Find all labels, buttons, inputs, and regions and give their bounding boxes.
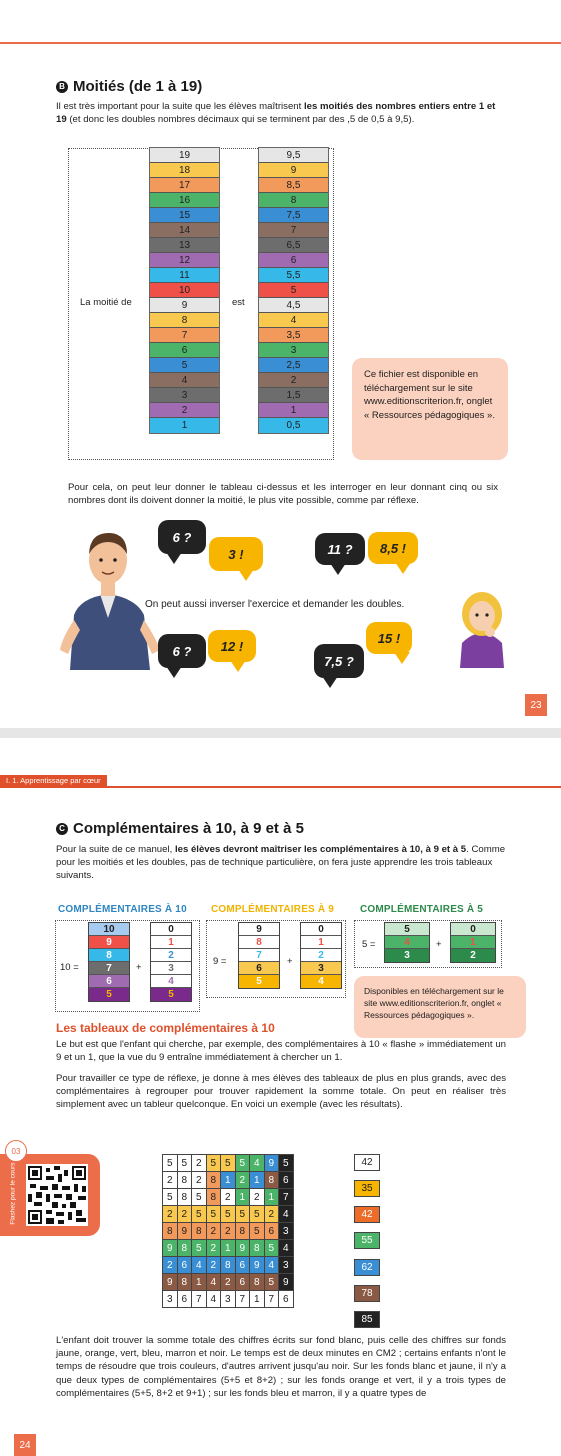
half-cell: 0,5 [259,418,328,433]
grid-row [163,1155,294,1172]
grid-row [163,1274,294,1291]
section-bullet: B [56,81,68,93]
grid-cell: 3 [279,1257,294,1274]
grid-row [163,1291,294,1308]
grid-cell: 8 [235,1223,250,1240]
number-cell: 18 [150,163,219,178]
grid-cell: 5 [264,1274,279,1291]
number-cell: 9 [150,298,219,313]
complement-cell: 5 [89,988,129,1001]
result-cell: 42 [354,1206,380,1223]
grid-cell: 2 [221,1189,236,1206]
grid-cell: 5 [192,1189,207,1206]
compl5-right-column [450,922,496,963]
number-cell: 2 [150,403,219,418]
grid-cell: 4 [279,1206,294,1223]
page-separator [0,728,561,738]
grid-cell: 8 [177,1172,192,1189]
complement-cell: 5 [151,988,191,1001]
bubble-tail [166,666,182,678]
grid-cell: 7 [192,1291,207,1308]
download-note: Ce fichier est disponible en téléchargement sur le site www.editionscriterion.fr, onglet « Ressources pédagogiques ». [352,358,508,460]
intro-paragraph: Pour la suite de ce manuel, les élèves devront maîtriser les complémentaires à 10, à 9 et à 5. Comme pour les moitiés et les doubles, pas de technique particulière, on fera juste apprendre les trois tableaux suivants. [56,844,506,881]
bubble-tail [238,569,254,581]
grid-cell: 5 [177,1155,192,1172]
compl10-label: 10 = [60,962,79,973]
paragraph-reflexe: Pour travailler ce type de réflexe, je donne à mes élèves des tableaux de plus en plus grands, avec des complémentaires à regrouper pour trouver rapidement la somme totale. On peut en réaliser très simplement avec un tableur quelconque. En voici un exemple (avec les résultats). [56,1073,506,1110]
number-cell: 12 [150,253,219,268]
label-est: est [232,297,245,308]
result-cell: 78 [354,1285,380,1302]
grid-cell: 8 [177,1189,192,1206]
complement-cell: 5 [239,975,279,988]
grid-cell: 1 [235,1189,250,1206]
complement-cell: 1 [301,936,341,949]
title-compl-5: COMPLÉMENTAIRES À 5 [360,904,484,915]
grid-cell: 2 [206,1240,221,1257]
grid-cell: 5 [163,1155,178,1172]
half-cell: 4 [259,313,328,328]
grid-cell: 9 [177,1223,192,1240]
grid-cell: 3 [163,1291,178,1308]
number-cell: 8 [150,313,219,328]
half-cell: 7,5 [259,208,328,223]
bubble-q4: 7,5 ? [314,644,364,678]
grid-cell: 8 [250,1274,265,1291]
grid-cell: 2 [163,1206,178,1223]
numbers-column [149,147,220,434]
page-number: 24 [14,1434,36,1456]
grid-cell: 3 [279,1223,294,1240]
half-cell: 1,5 [259,388,328,403]
grid-cell: 5 [250,1223,265,1240]
half-cell: 3 [259,343,328,358]
half-cell: 1 [259,403,328,418]
grid-cell: 8 [177,1240,192,1257]
grid-row [163,1189,294,1206]
grid-cell: 5 [221,1155,236,1172]
grid-cell: 4 [206,1291,221,1308]
section-title-complementaires: C Complémentaires à 10, à 9 et à 5 [56,820,304,837]
paragraph-but: Le but est que l'enfant qui cherche, par exemple, des complémentaires à 10 « flashe » immédiatement un 9 et un 1, que la vue du 9 entraîne immédiatement à chercher un 1. [56,1039,506,1063]
grid-cell: 1 [264,1189,279,1206]
bubble-tail [322,676,338,688]
grid-cell: 7 [264,1291,279,1308]
complement-cell: 6 [89,975,129,988]
grid-cell: 5 [192,1240,207,1257]
grid-cell: 6 [264,1223,279,1240]
result-cell: 85 [354,1311,380,1328]
compl10-left-column [88,922,130,1002]
grid-cell: 8 [250,1240,265,1257]
number-cell: 19 [150,148,219,163]
compl10-right-column [150,922,192,1002]
compl9-right-column [300,922,342,989]
grid-row [163,1172,294,1189]
bubble-tail [330,563,346,575]
number-cell: 3 [150,388,219,403]
grid-cell: 6 [177,1257,192,1274]
half-cell: 8,5 [259,178,328,193]
complement-cell: 10 [89,923,129,936]
grid-cell: 1 [250,1291,265,1308]
half-cell: 2 [259,373,328,388]
bubble-tail [166,552,182,564]
chapter-tag: I. 1. Apprentissage par cœur [0,775,107,787]
grid-cell: 2 [206,1223,221,1240]
complement-cell: 7 [89,962,129,975]
half-cell: 9,5 [259,148,328,163]
grid-cell: 2 [192,1155,207,1172]
grid-row [163,1257,294,1274]
grid-cell: 2 [177,1206,192,1223]
number-cell: 11 [150,268,219,283]
bubble-tail [230,660,246,672]
complement-cell: 8 [89,949,129,962]
grid-cell: 8 [206,1172,221,1189]
compl9-left-column [238,922,280,989]
grid-cell: 5 [163,1189,178,1206]
grid-cell: 8 [177,1274,192,1291]
page-number: 23 [525,694,547,716]
number-cell: 7 [150,328,219,343]
result-cell: 62 [354,1259,380,1276]
plus-sign: + [436,939,442,950]
grid-cell: 4 [192,1257,207,1274]
girl-illustration [452,588,512,668]
grid-cell: 5 [250,1206,265,1223]
grid-cell: 2 [221,1274,236,1291]
grid-cell: 1 [221,1172,236,1189]
number-cell: 16 [150,193,219,208]
complement-cell: 1 [151,936,191,949]
inverse-text: On peut aussi inverser l'exercice et demander les doubles. [145,599,405,610]
complement-cell: 0 [301,923,341,936]
grid-cell: 8 [192,1223,207,1240]
grid-cell: 2 [264,1206,279,1223]
number-cell: 14 [150,223,219,238]
compl9-label: 9 = [213,956,227,967]
halves-column [258,147,329,434]
plus-sign: + [287,956,293,967]
paragraph-instructions: Pour cela, on peut leur donner le tableau ci-dessus et les interroger en leur donnant cinq ou six nombres dont ils doivent donner la moitié, le plus vite possible, comme par réflexe. [68,482,498,506]
bubble-a3: 12 ! [208,630,256,662]
grid-cell: 8 [206,1189,221,1206]
download-note: Disponibles en téléchargement sur le site www.editionscriterion.fr, onglet « Ressources pédagogiques ». [354,976,526,1038]
half-cell: 5,5 [259,268,328,283]
qr-number: 03 [5,1140,27,1162]
grid-cell: 6 [235,1257,250,1274]
complement-cell: 4 [385,936,429,949]
grid-row [163,1206,294,1223]
result-cell: 55 [354,1232,380,1249]
paragraph-explication: L'enfant doit trouver la somme totale des chiffres écrits sur fond blanc, puis celle des chiffres sur fonds jaune, orange, vert, bleu, marron et noir. Le temps est de deux minutes en CM2 ; certains enfants n'ont le temps de résoudre que trois couleurs, d'autres arrivent jusqu'au noir. Sur les fonds blanc et jaune, il n'y a que deux types de complémentaires (5+5 et 8+2) ; sur les fonds orange et vert, il y a trois types de complémentaires (5+5, 8+2 et 9+1) ; sur les fonds bleu et marron, il y a quatre types de [56,1335,506,1399]
grid-cell: 9 [163,1274,178,1291]
grid-cell: 5 [264,1240,279,1257]
half-cell: 3,5 [259,328,328,343]
grid-row [163,1223,294,1240]
bubble-a1: 3 ! [209,537,263,571]
complement-cell: 9 [89,936,129,949]
page-24 [0,738,561,1456]
complement-cell: 0 [451,923,495,936]
number-cell: 15 [150,208,219,223]
bubble-tail [394,652,410,664]
section-bullet: C [56,823,68,835]
compl5-label: 5 = [362,939,376,950]
half-cell: 9 [259,163,328,178]
complement-cell: 8 [239,936,279,949]
grid-cell: 3 [221,1291,236,1308]
number-cell: 17 [150,178,219,193]
grid-cell: 9 [279,1274,294,1291]
teacher-illustration [60,520,160,670]
grid-cell: 5 [279,1155,294,1172]
subtitle-tableaux: Les tableaux de complémentaires à 10 [56,1021,275,1035]
number-cell: 4 [150,373,219,388]
half-cell: 8 [259,193,328,208]
grid-cell: 9 [250,1257,265,1274]
number-cell: 5 [150,358,219,373]
grid-cell: 5 [235,1155,250,1172]
half-cell: 7 [259,223,328,238]
grid-cell: 6 [235,1274,250,1291]
grid-cell: 2 [221,1223,236,1240]
section-title-moities: B Moitiés (de 1 à 19) [56,78,202,95]
title-compl-10: COMPLÉMENTAIRES À 10 [58,904,187,915]
half-cell: 2,5 [259,358,328,373]
number-cell: 6 [150,343,219,358]
grid-cell: 4 [206,1274,221,1291]
number-cell: 1 [150,418,219,433]
label-moitie-de: La moitié de [80,297,132,308]
complement-cell: 3 [151,962,191,975]
complement-cell: 3 [301,962,341,975]
grid-cell: 6 [177,1291,192,1308]
grid-cell: 9 [264,1155,279,1172]
complement-cell: 7 [239,949,279,962]
grid-cell: 4 [264,1257,279,1274]
qr-code-icon[interactable] [26,1164,88,1226]
number-cell: 10 [150,283,219,298]
grid-cell: 1 [221,1240,236,1257]
grid-cell: 8 [163,1223,178,1240]
grid-cell: 5 [221,1206,236,1223]
qr-side-label: Flashez pour le cours [9,1162,17,1225]
half-cell: 5 [259,283,328,298]
complement-cell: 4 [301,975,341,988]
half-cell: 4,5 [259,298,328,313]
grid-cell: 7 [235,1291,250,1308]
complement-cell: 9 [239,923,279,936]
compl5-left-column [384,922,430,963]
complement-cell: 2 [151,949,191,962]
plus-sign: + [136,962,142,973]
bubble-q3: 6 ? [158,634,206,668]
complement-cell: 4 [151,975,191,988]
bubble-q1: 6 ? [158,520,206,554]
grid-cell: 2 [192,1172,207,1189]
top-rule [0,42,561,44]
grid-cell: 6 [279,1291,294,1308]
bubble-q2: 11 ? [315,533,365,565]
grid-cell: 2 [235,1172,250,1189]
grid-cell: 7 [279,1189,294,1206]
grid-cell: 1 [192,1274,207,1291]
grid-cell: 5 [235,1206,250,1223]
grid-cell: 5 [192,1206,207,1223]
complement-cell: 6 [239,962,279,975]
grid-cell: 4 [250,1155,265,1172]
bubble-tail [395,562,411,574]
grid-cell: 2 [206,1257,221,1274]
grid-cell: 2 [250,1189,265,1206]
result-cell: 42 [354,1154,380,1171]
number-cell: 13 [150,238,219,253]
grid-cell: 1 [250,1172,265,1189]
half-cell: 6 [259,253,328,268]
grid-cell: 8 [221,1257,236,1274]
complement-cell: 2 [451,949,495,962]
grid-cell: 2 [163,1257,178,1274]
grid-cell: 4 [279,1240,294,1257]
grid-cell: 8 [264,1172,279,1189]
title-compl-9: COMPLÉMENTAIRES À 9 [211,904,335,915]
grid-cell: 9 [235,1240,250,1257]
complement-cell: 5 [385,923,429,936]
complement-cell: 2 [301,949,341,962]
complement-cell: 1 [451,936,495,949]
grid-cell: 5 [206,1155,221,1172]
complement-grid [162,1154,294,1308]
grid-cell: 2 [163,1172,178,1189]
bubble-a4: 15 ! [366,622,412,654]
intro-paragraph: Il est très important pour la suite que les élèves maîtrisent les moitiés des nombres entiers entre 1 et 19 (et donc les doubles nombres décimaux qui se terminent par des ,5 de 0,5 à 9,5). [56,101,496,125]
complement-cell: 3 [385,949,429,962]
grid-cell: 6 [279,1172,294,1189]
grid-cell: 9 [163,1240,178,1257]
grid-cell: 5 [206,1206,221,1223]
complement-cell: 0 [151,923,191,936]
bubble-a2: 8,5 ! [368,532,418,564]
grid-row [163,1240,294,1257]
result-cell: 35 [354,1180,380,1197]
half-cell: 6,5 [259,238,328,253]
